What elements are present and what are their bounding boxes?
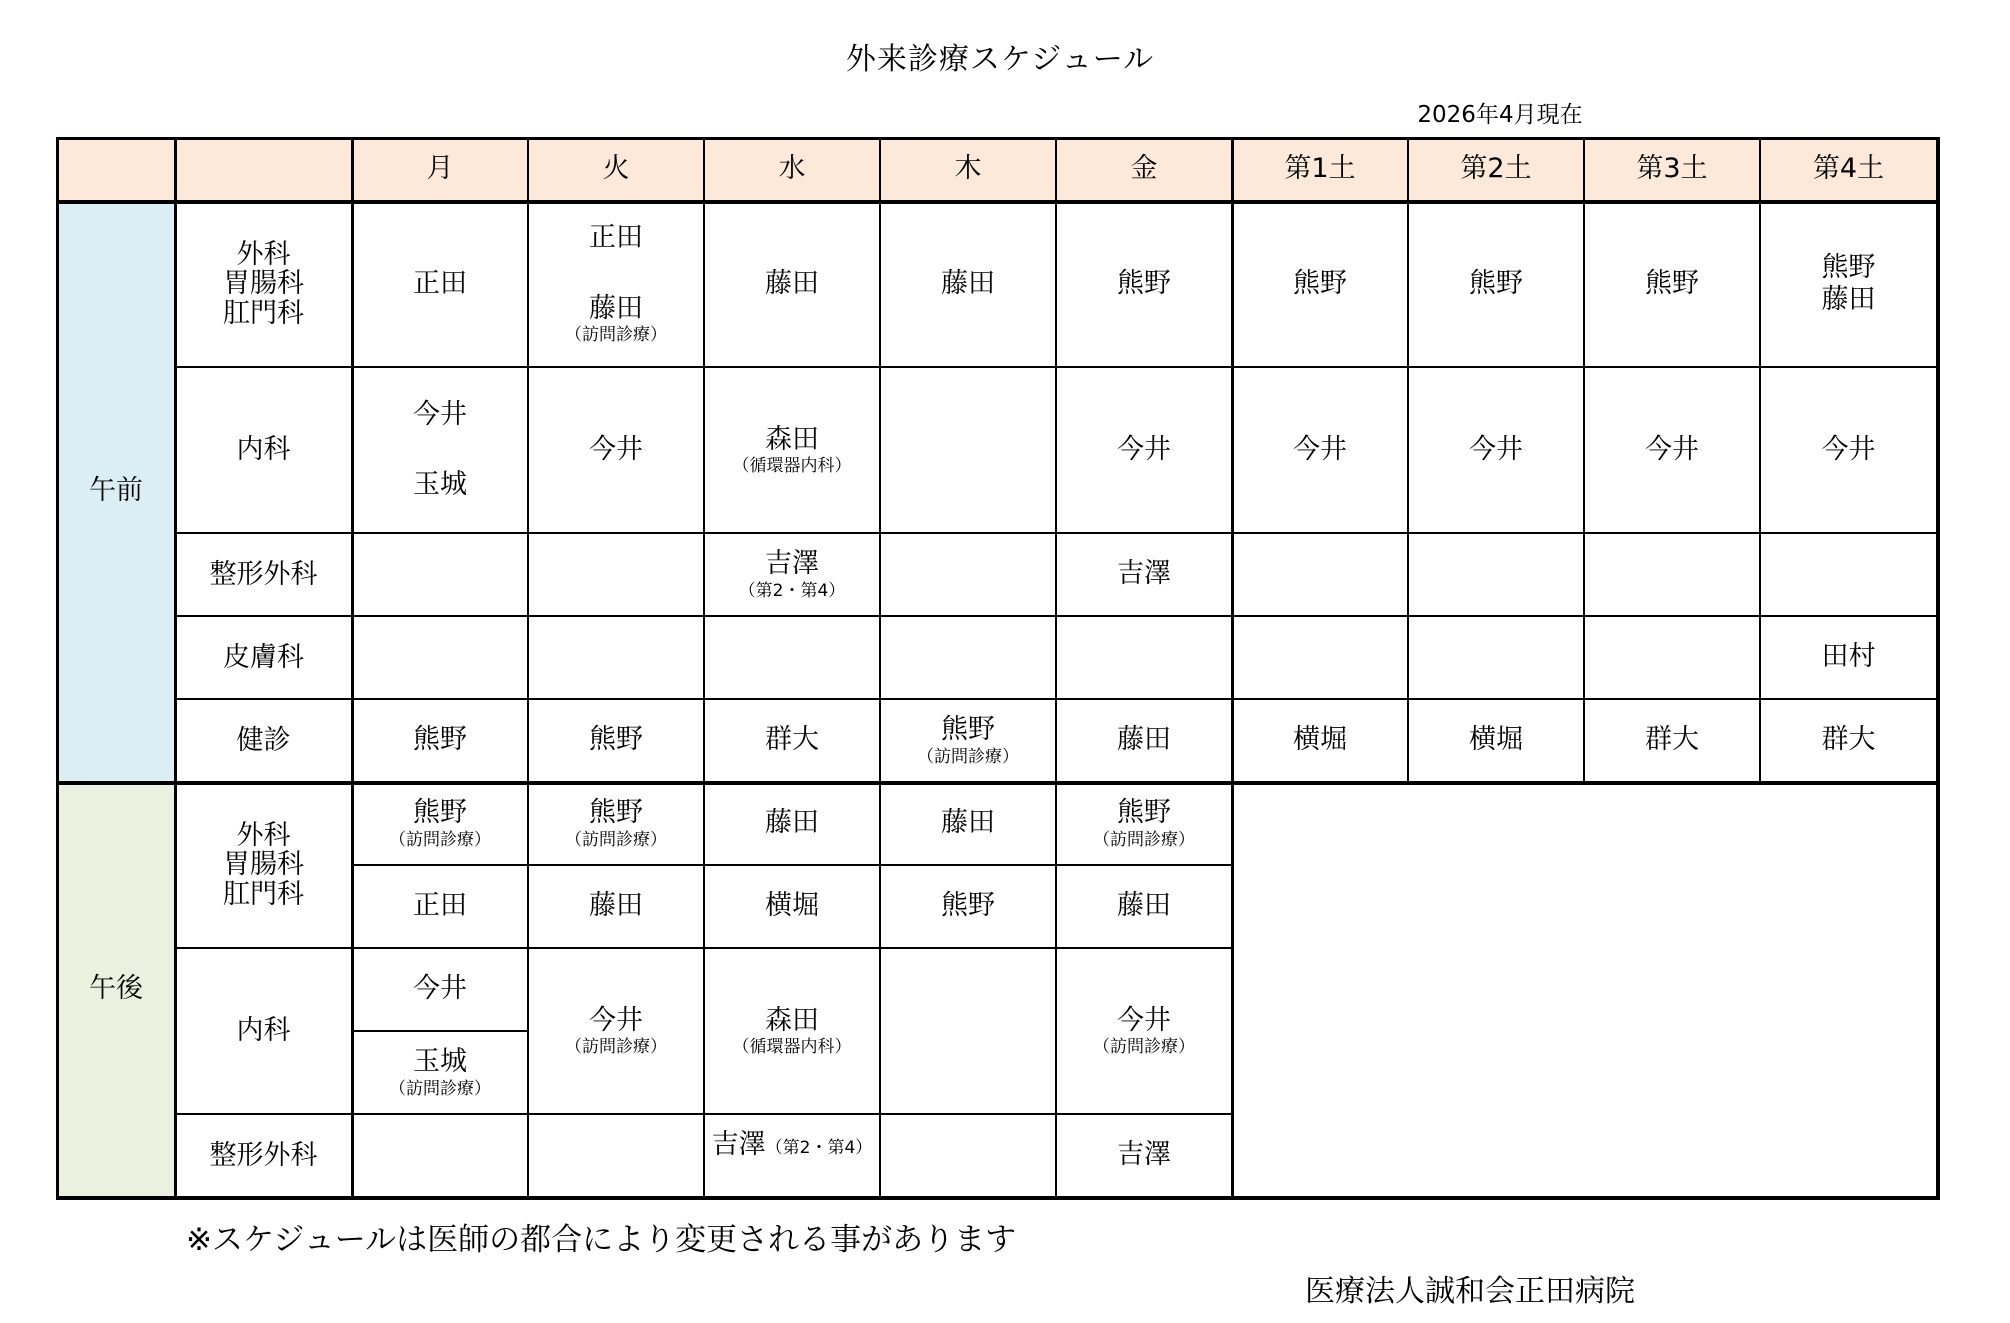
session-column-divider: [174, 139, 177, 1198]
organization-name: 医療法人誠和会正田病院: [1305, 1274, 1635, 1309]
schedule-cell: [705, 202, 881, 368]
doctor-name: 藤田: [1117, 890, 1171, 922]
doctor-name: 森田: [765, 1004, 819, 1036]
page-title: 外来診療スケジュール: [845, 42, 1155, 77]
schedule-cell: [1057, 783, 1233, 866]
doctor-name: 熊野: [1117, 797, 1171, 829]
session-afternoon: [58, 783, 176, 1198]
doctor-name: 玉城: [413, 469, 467, 500]
schedule-cell: [1057, 949, 1233, 1115]
schedule-change-note: ※スケジュールは医師の都合により変更される事があります: [186, 1222, 1017, 1258]
header-cell: [353, 139, 529, 202]
session-label: 午後: [89, 973, 143, 1005]
day-header-label: 金: [1130, 153, 1158, 185]
schedule-cell: [353, 617, 529, 700]
schedule-cell: [705, 866, 881, 949]
weekday-saturday-divider: [1231, 139, 1234, 1198]
department-label: 外科: [236, 820, 291, 852]
doctor-name: 藤田: [765, 807, 819, 839]
department-label: 皮膚科: [223, 641, 304, 673]
schedule-cell: [1233, 617, 1409, 700]
schedule-cell: [1057, 202, 1233, 368]
department-cell: [176, 368, 353, 534]
header-cell: [1761, 139, 1938, 202]
schedule-cell: [881, 866, 1057, 949]
schedule-cell: [529, 700, 705, 783]
visit-note: （訪問診療）: [917, 746, 1019, 767]
header-cell: [1409, 139, 1585, 202]
doctor-name: 今井: [589, 433, 643, 465]
schedule-cell: [881, 700, 1057, 783]
doctor-name: 森田: [765, 423, 819, 455]
schedule-cell: [1057, 700, 1233, 783]
header-divider: [58, 200, 1940, 204]
doctor-name: 今井: [1645, 433, 1699, 465]
day-header-label: 第2土: [1460, 153, 1532, 185]
schedule-cell: [529, 1115, 705, 1198]
schedule-cell: [1057, 368, 1233, 534]
doctor-name: 熊野: [1117, 267, 1171, 299]
session-divider: [58, 781, 1940, 785]
schedule-cell: [1057, 534, 1233, 617]
visit-note: （訪問診療）: [1093, 1037, 1195, 1057]
schedule-cell: [881, 368, 1057, 534]
doctor-name: 藤田: [941, 807, 995, 839]
department-cell: [176, 1115, 353, 1198]
doctor-name: 群大: [1645, 724, 1699, 756]
visit-note: （第2・第4）: [738, 580, 846, 601]
schedule-cell: [705, 949, 881, 1115]
visit-note: （訪問診療）: [389, 829, 491, 850]
doctor-name: 熊野: [1645, 267, 1699, 299]
visit-note: （循環器内科）: [732, 456, 852, 476]
visit-note: （第2・第4）: [765, 1138, 873, 1158]
department-label: 外科: [236, 239, 291, 271]
doctor-name: 熊野: [589, 797, 643, 829]
schedule-cell: [1409, 534, 1585, 617]
header-cell: [58, 139, 176, 202]
header-cell: [705, 139, 881, 202]
visit-note: （訪問診療）: [565, 1037, 667, 1057]
schedule-cell: [705, 700, 881, 783]
schedule-cell: [353, 949, 529, 1032]
schedule-cell: [1585, 700, 1761, 783]
schedule-cell: [353, 866, 529, 949]
department-label: 肛門科: [223, 878, 304, 910]
doctor-name: 群大: [765, 724, 819, 756]
visit-note: （訪問診療）: [565, 325, 667, 346]
doctor-name: 藤田: [941, 267, 995, 299]
header-cell: [1057, 139, 1233, 202]
department-label: 胃腸科: [223, 849, 304, 881]
doctor-name: 正田: [413, 890, 467, 922]
department-cell: [176, 534, 353, 617]
doctor-name: 横堀: [1293, 724, 1347, 756]
doctor-name: 正田: [413, 267, 467, 299]
schedule-cell: [529, 534, 705, 617]
doctor-name: 今井: [413, 398, 467, 430]
doctor-name: 今井: [1469, 433, 1523, 465]
header-cell: [1233, 139, 1409, 202]
day-header-label: 第4土: [1812, 153, 1885, 185]
schedule-cell: [353, 1115, 529, 1198]
doctor-name: 藤田: [765, 267, 819, 299]
schedule-cell: [529, 949, 705, 1115]
department-label: 胃腸科: [223, 268, 304, 300]
day-header-label: 木: [954, 153, 982, 185]
schedule-cell: [353, 368, 529, 534]
doctor-name: 今井: [589, 1004, 643, 1036]
department-label: 整形外科: [209, 1139, 318, 1171]
doctor-name: 今井: [1293, 433, 1347, 465]
schedule-cell: [881, 1115, 1057, 1198]
doctor-name: 藤田: [1821, 284, 1876, 315]
schedule-cell: [1233, 700, 1409, 783]
visit-note: （循環器内科）: [732, 1037, 852, 1057]
schedule-cell: [529, 202, 705, 368]
schedule-cell: [353, 534, 529, 617]
schedule-cell: [1409, 617, 1585, 700]
schedule-cell: [1409, 202, 1585, 368]
header-cell: [881, 139, 1057, 202]
visit-note: （訪問診療）: [565, 829, 667, 850]
doctor-name: 吉澤: [711, 1129, 766, 1160]
schedule-cell: [705, 783, 881, 866]
day-header-label: 第3土: [1636, 153, 1708, 185]
schedule-cell: [1057, 1115, 1233, 1198]
doctor-name: 藤田: [589, 890, 643, 922]
doctor-name: 熊野: [941, 714, 995, 746]
schedule-cell: [1585, 202, 1761, 368]
schedule-cell: [881, 202, 1057, 368]
schedule-cell: [1585, 617, 1761, 700]
header-cell: [1585, 139, 1761, 202]
schedule-cell: [1409, 368, 1585, 534]
schedule-cell: [1057, 617, 1233, 700]
schedule-cell: [1233, 534, 1409, 617]
schedule-cell: [353, 202, 529, 368]
schedule-cell: [881, 534, 1057, 617]
schedule-cell: [705, 617, 881, 700]
schedule-cell: [1761, 700, 1938, 783]
schedule-cell: [1585, 534, 1761, 617]
department-cell: [176, 700, 353, 783]
schedule-cell: [1761, 617, 1938, 700]
day-header-label: 火: [602, 153, 630, 185]
doctor-name: 田村: [1821, 641, 1876, 673]
session-morning: [58, 202, 176, 783]
schedule-cell: [1761, 368, 1938, 534]
schedule-cell: [1233, 202, 1409, 368]
schedule-cell: [881, 949, 1057, 1115]
schedule-cell: [1585, 368, 1761, 534]
doctor-name: 熊野: [589, 724, 643, 756]
schedule-cell: [529, 783, 705, 866]
department-column-divider: [351, 139, 354, 1198]
department-label: 内科: [236, 434, 291, 466]
schedule-cell: [705, 368, 881, 534]
doctor-name: 群大: [1821, 724, 1876, 756]
schedule-cell: [353, 1032, 529, 1115]
department-label: 内科: [236, 1015, 291, 1047]
schedule-cell: [1409, 700, 1585, 783]
schedule-cell: [1761, 202, 1938, 368]
doctor-name: 吉澤: [1117, 558, 1171, 590]
schedule-cell: [1233, 368, 1409, 534]
schedule-cell: [529, 368, 705, 534]
doctor-name: 熊野: [413, 797, 467, 829]
doctor-name: 横堀: [1469, 724, 1523, 756]
doctor-name: 熊野: [941, 890, 995, 922]
as-of-date: 2026年4月現在: [1417, 102, 1583, 128]
doctor-name: 今井: [1821, 433, 1876, 465]
department-label: 肛門科: [223, 297, 304, 329]
schedule-cell: [353, 700, 529, 783]
session-label: 午前: [89, 475, 143, 507]
doctor-name: 藤田: [1117, 724, 1171, 756]
schedule-cell: [529, 617, 705, 700]
visit-note: （訪問診療）: [389, 1078, 491, 1099]
day-header-label: 第1土: [1284, 153, 1356, 185]
schedule-cell: [1057, 866, 1233, 949]
doctor-name: 熊野: [1469, 267, 1523, 299]
department-label: 整形外科: [209, 558, 318, 590]
doctor-name: 吉澤: [765, 548, 819, 580]
department-label: 健診: [236, 724, 291, 756]
day-header-label: 水: [778, 153, 806, 185]
header-cell: [176, 139, 353, 202]
doctor-name: 吉澤: [1117, 1139, 1171, 1171]
doctor-name: 横堀: [765, 890, 819, 922]
department-cell: [176, 949, 353, 1115]
department-cell: [176, 202, 353, 368]
doctor-name: 藤田: [589, 292, 643, 324]
doctor-name: 今井: [1117, 1004, 1171, 1036]
day-header-label: 月: [426, 153, 454, 185]
schedule-cell: [1761, 534, 1938, 617]
header-cell: [529, 139, 705, 202]
doctor-name: 熊野: [1821, 251, 1876, 283]
no-saturday-afternoon-area: [1233, 783, 1938, 1198]
schedule-cell: [881, 783, 1057, 866]
department-cell: [176, 783, 353, 949]
department-cell: [176, 617, 353, 700]
schedule-cell: [705, 1115, 881, 1198]
schedule-cell: [353, 783, 529, 866]
visit-note: （訪問診療）: [1093, 829, 1195, 850]
doctor-name: 今井: [1117, 433, 1171, 465]
doctor-name: 玉城: [413, 1046, 467, 1078]
doctor-name: 熊野: [413, 724, 467, 756]
doctor-name: 熊野: [1293, 267, 1347, 299]
schedule-cell: [881, 617, 1057, 700]
doctor-name: 今井: [413, 973, 467, 1005]
doctor-name: 正田: [589, 222, 643, 254]
schedule-cell: [705, 534, 881, 617]
schedule-cell: [529, 866, 705, 949]
